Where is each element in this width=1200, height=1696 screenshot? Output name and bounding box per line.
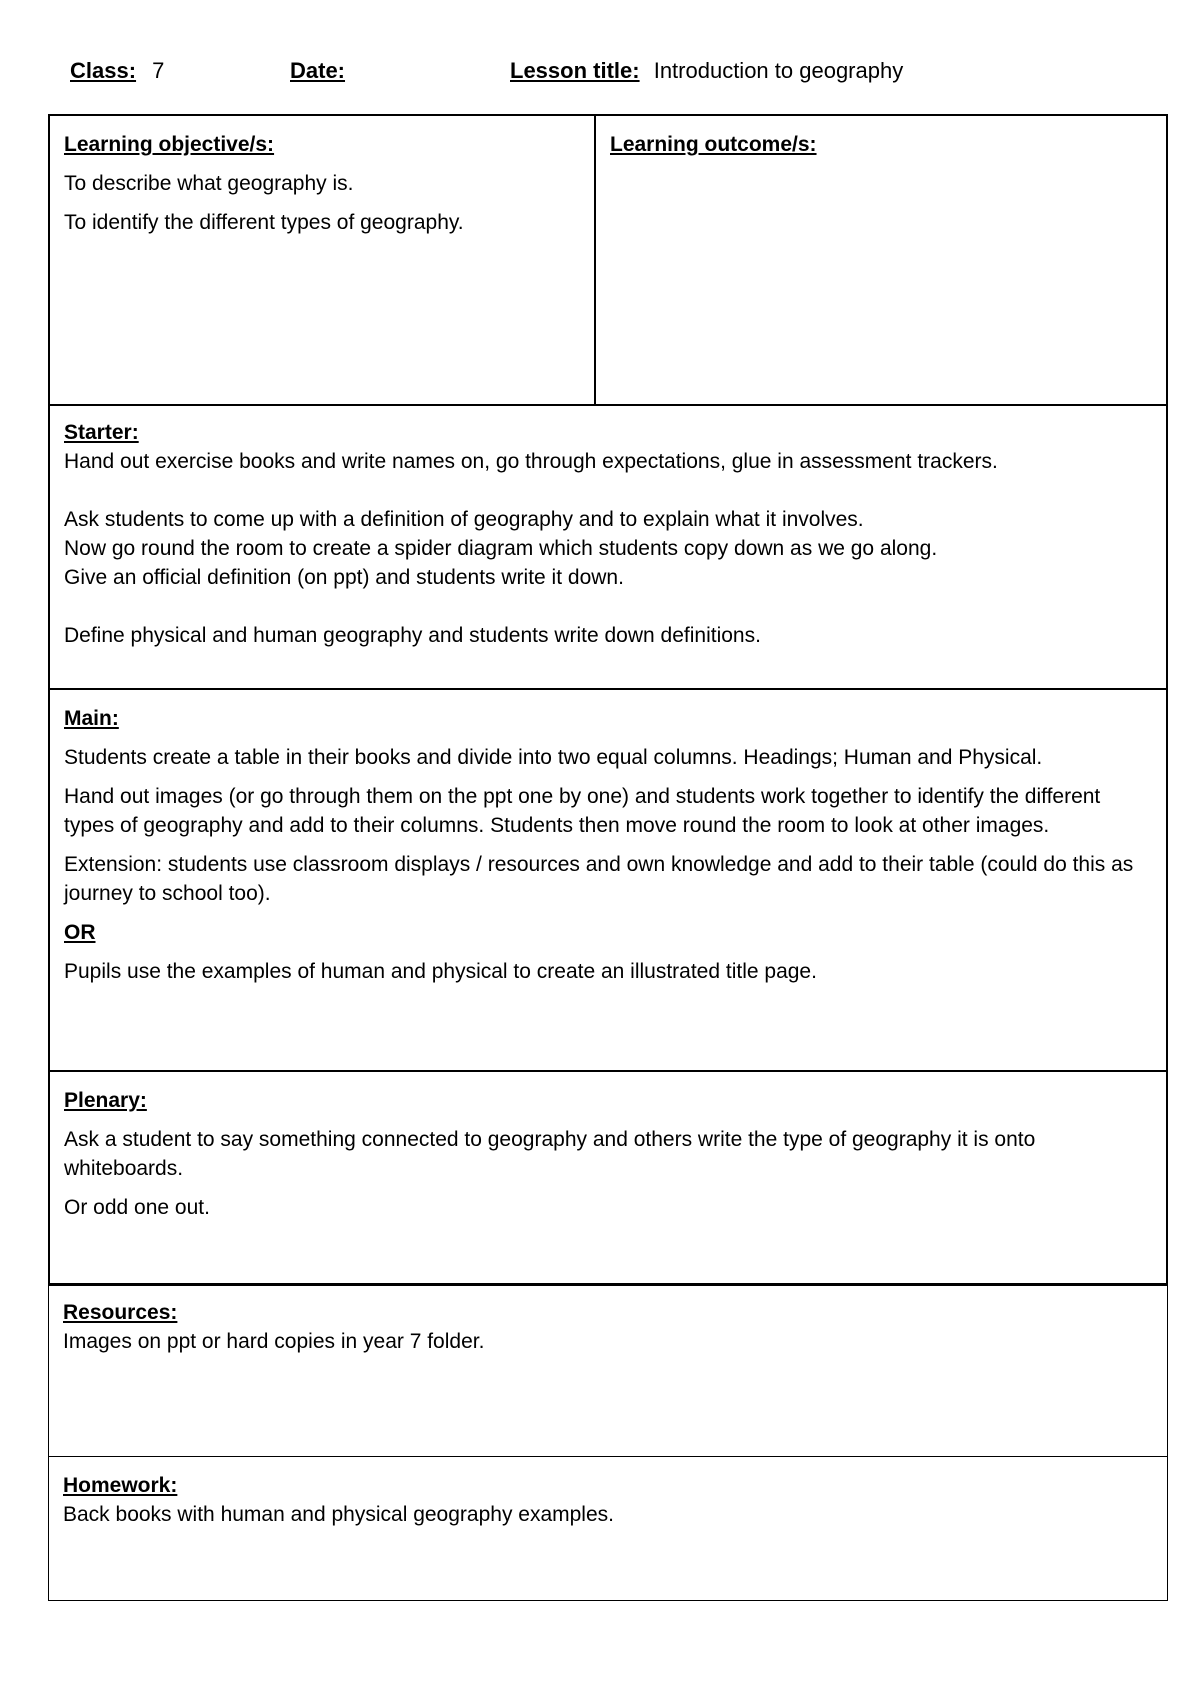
starter-box bbox=[48, 404, 1168, 690]
starter-line: Give an official definition (on ppt) and students write it down. bbox=[64, 566, 624, 589]
resources-title: Resources: bbox=[63, 1301, 178, 1324]
main-or-label: OR bbox=[64, 921, 96, 944]
class-value: 7 bbox=[152, 58, 165, 83]
starter-line: Define physical and human geography and students write down definitions. bbox=[64, 624, 761, 647]
starter-line: Hand out exercise books and write names on, go through expectations, glue in assessment trackers. bbox=[64, 450, 998, 473]
plenary-paragraph: Ask a student to say something connected to geography and others write the type of geography it is onto whiteboards. bbox=[64, 1128, 1036, 1180]
lesson-title-value: Introduction to geography bbox=[653, 58, 904, 83]
learning-objectives-box bbox=[48, 114, 596, 406]
class-label: Class: bbox=[70, 58, 137, 83]
class-field bbox=[70, 56, 164, 85]
resources-text: Images on ppt or hard copies in year 7 folder. bbox=[63, 1330, 485, 1353]
main-paragraph: Hand out images (or go through them on the ppt one by one) and students work together to identify the different types of geography and add to their columns. Students then move round the room to look at other images. bbox=[64, 785, 1101, 837]
plenary-box bbox=[48, 1070, 1168, 1286]
main-title: Main: bbox=[64, 707, 119, 730]
learning-objective-item: To identify the different types of geography. bbox=[64, 211, 464, 234]
learning-objectives-title: Learning objective/s: bbox=[64, 133, 275, 156]
starter-line: Ask students to come up with a definition of geography and to explain what it involves. bbox=[64, 508, 864, 531]
lesson-title-label: Lesson title: bbox=[510, 58, 640, 83]
lesson-header bbox=[0, 56, 1200, 88]
starter-line: Now go round the room to create a spider diagram which students copy down as we go along. bbox=[64, 537, 938, 560]
learning-outcomes-box bbox=[594, 114, 1168, 406]
main-alternative: Pupils use the examples of human and physical to create an illustrated title page. bbox=[64, 960, 817, 983]
learning-outcomes-title: Learning outcome/s: bbox=[610, 133, 817, 156]
homework-box bbox=[48, 1456, 1168, 1601]
learning-objective-item: To describe what geography is. bbox=[64, 172, 354, 195]
main-paragraph: Extension: students use classroom displays / resources and own knowledge and add to their table (could do this as journey to school too). bbox=[64, 853, 1134, 905]
main-paragraph: Students create a table in their books and divide into two equal columns. Headings; Human and Physical. bbox=[64, 746, 1043, 769]
starter-title: Starter: bbox=[64, 421, 139, 444]
date-label: Date: bbox=[290, 58, 346, 83]
plenary-title: Plenary: bbox=[64, 1089, 147, 1112]
main-box bbox=[48, 688, 1168, 1072]
homework-text: Back books with human and physical geography examples. bbox=[63, 1503, 614, 1526]
homework-title: Homework: bbox=[63, 1474, 178, 1497]
lesson-title-field bbox=[510, 56, 903, 85]
plenary-paragraph: Or odd one out. bbox=[64, 1196, 210, 1219]
resources-box bbox=[48, 1284, 1168, 1457]
date-field bbox=[290, 56, 345, 85]
